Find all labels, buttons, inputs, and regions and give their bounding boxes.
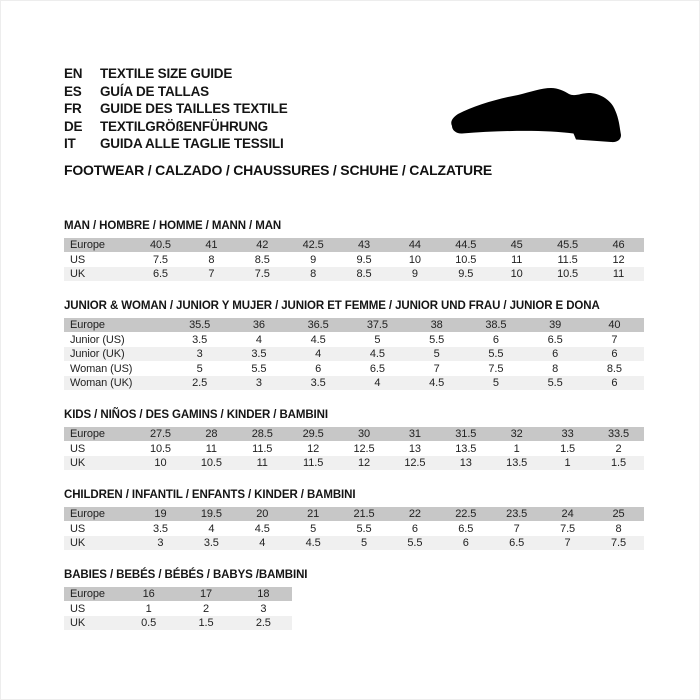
size-cell: 5 bbox=[466, 376, 525, 391]
size-table-row-us bbox=[64, 441, 644, 456]
size-cell: 9 bbox=[310, 253, 317, 266]
section-title-man: MAN / HOMBRE / HOMME / MANN / MAN bbox=[64, 219, 282, 232]
size-cell: 10.5 bbox=[542, 267, 593, 282]
size-cell: 7 bbox=[433, 362, 440, 375]
size-cell: 2 bbox=[202, 602, 209, 615]
size-table-row-woman-uk- bbox=[64, 376, 644, 391]
language-code: EN bbox=[64, 66, 83, 81]
row-label: UK bbox=[64, 616, 120, 631]
language-title: GUÍA DE TALLAS bbox=[100, 83, 209, 99]
size-cell: 11 bbox=[205, 442, 217, 455]
size-cell: 12.5 bbox=[389, 456, 440, 471]
size-cell: 9.5 bbox=[356, 253, 372, 266]
size-cell: 10 bbox=[135, 456, 186, 471]
size-cell: 7.5 bbox=[237, 267, 288, 282]
size-cell: 11.5 bbox=[252, 442, 273, 455]
language-title: TEXTILE SIZE GUIDE bbox=[100, 66, 233, 81]
size-cell: 21.5 bbox=[339, 507, 390, 522]
size-cell: 6 bbox=[585, 376, 644, 391]
size-table-kids bbox=[64, 427, 644, 471]
size-cell: 46 bbox=[593, 238, 644, 253]
size-cell: 8.5 bbox=[254, 253, 270, 266]
size-cell: 6 bbox=[492, 333, 499, 346]
row-label: Europe bbox=[64, 318, 170, 333]
size-cell: 8 bbox=[288, 267, 339, 282]
size-cell: 5 bbox=[374, 333, 381, 346]
size-cell: 7.5 bbox=[560, 522, 576, 535]
size-cell: 40.5 bbox=[135, 238, 186, 253]
size-cell: 24 bbox=[542, 507, 593, 522]
size-cell: 11.5 bbox=[288, 456, 339, 471]
section-kids bbox=[64, 409, 646, 471]
size-cell: 11.5 bbox=[557, 253, 578, 266]
size-cell: 37.5 bbox=[348, 318, 407, 333]
size-cell: 6.5 bbox=[135, 267, 186, 282]
size-cell: 4 bbox=[255, 333, 262, 346]
language-title-block bbox=[64, 65, 484, 153]
size-cell: 4.5 bbox=[348, 347, 407, 362]
size-cell: 4.5 bbox=[310, 333, 326, 346]
size-table-row-uk bbox=[64, 536, 644, 551]
section-title-junior-woman: JUNIOR & WOMAN / JUNIOR Y MUJER / JUNIOR ET FEMME / JUNIOR UND FRAU / JUNIOR E DONA bbox=[64, 299, 600, 312]
section-junior-woman bbox=[64, 300, 646, 391]
row-label: Woman (UK) bbox=[64, 376, 170, 391]
size-cell: 5 bbox=[407, 347, 466, 362]
size-table-row-junior-us- bbox=[64, 332, 644, 347]
language-title: GUIDA ALLE TAGLIE TESSILI bbox=[100, 136, 284, 151]
size-cell: 7 bbox=[611, 333, 618, 346]
size-cell: 11 bbox=[511, 253, 523, 266]
size-cell: 22 bbox=[389, 507, 440, 522]
size-cell: 9 bbox=[389, 267, 440, 282]
row-label: Europe bbox=[64, 427, 135, 442]
size-cell: 7.5 bbox=[152, 253, 168, 266]
size-cell: 4.5 bbox=[254, 522, 270, 535]
size-cell: 44.5 bbox=[440, 238, 491, 253]
size-cell: 3 bbox=[229, 376, 288, 391]
size-cell: 27.5 bbox=[135, 427, 186, 442]
language-code: DE bbox=[64, 118, 83, 134]
row-label: Junior (US) bbox=[70, 333, 125, 346]
size-cell: 28.5 bbox=[237, 427, 288, 442]
row-label: UK bbox=[64, 456, 135, 471]
size-cell: 39 bbox=[526, 318, 585, 333]
size-cell: 38 bbox=[407, 318, 466, 333]
size-cell: 6 bbox=[585, 347, 644, 362]
size-cell: 4 bbox=[348, 376, 407, 391]
size-cell: 25 bbox=[593, 507, 644, 522]
section-title-children: CHILDREN / INFANTIL / ENFANTS / KINDER / BAMBINI bbox=[64, 488, 356, 501]
size-cell: 23.5 bbox=[491, 507, 542, 522]
size-table-junior-woman bbox=[64, 318, 644, 391]
content-column bbox=[64, 65, 646, 649]
size-cell: 45 bbox=[491, 238, 542, 253]
section-children bbox=[64, 489, 646, 551]
size-cell: 11 bbox=[237, 456, 288, 471]
size-cell: 8 bbox=[615, 522, 622, 535]
section-title-kids: KIDS / NIÑOS / DES GAMINS / KINDER / BAMBINI bbox=[64, 408, 328, 421]
size-table-row-us bbox=[64, 252, 644, 267]
size-cell: 1.5 bbox=[177, 616, 234, 631]
size-cell: 6 bbox=[526, 347, 585, 362]
size-cell: 43 bbox=[339, 238, 390, 253]
row-label: US bbox=[70, 602, 86, 615]
size-table-children bbox=[64, 507, 644, 551]
size-table-row-woman-us- bbox=[64, 361, 644, 376]
size-table-row-europe bbox=[64, 238, 644, 253]
size-cell: 6.5 bbox=[369, 362, 385, 375]
row-label: Europe bbox=[64, 587, 120, 602]
language-row bbox=[64, 83, 484, 101]
size-cell: 31 bbox=[389, 427, 440, 442]
row-label: UK bbox=[64, 267, 135, 282]
size-cell: 5 bbox=[310, 522, 317, 535]
size-cell: 4 bbox=[208, 522, 215, 535]
size-cell: 10 bbox=[408, 253, 421, 266]
size-cell: 4 bbox=[289, 347, 348, 362]
size-cell: 5.5 bbox=[466, 347, 525, 362]
size-cell: 36.5 bbox=[289, 318, 348, 333]
size-cell: 19 bbox=[135, 507, 186, 522]
size-cell: 1 bbox=[542, 456, 593, 471]
size-cell: 2.5 bbox=[235, 616, 292, 631]
language-row bbox=[64, 118, 484, 136]
size-cell: 3.5 bbox=[229, 347, 288, 362]
size-cell: 3.5 bbox=[289, 376, 348, 391]
size-cell: 12 bbox=[339, 456, 390, 471]
size-cell: 12 bbox=[307, 442, 320, 455]
size-cell: 5 bbox=[339, 536, 390, 551]
size-cell: 45.5 bbox=[542, 238, 593, 253]
size-table-row-uk bbox=[64, 616, 292, 631]
size-cell: 7 bbox=[186, 267, 237, 282]
size-cell: 8.5 bbox=[606, 362, 622, 375]
size-cell: 4.5 bbox=[288, 536, 339, 551]
language-code: ES bbox=[64, 83, 82, 99]
size-cell: 12 bbox=[612, 253, 625, 266]
row-label: US bbox=[70, 442, 86, 455]
size-cell: 33 bbox=[542, 427, 593, 442]
size-cell: 40 bbox=[585, 318, 644, 333]
size-cell: 3 bbox=[260, 602, 267, 615]
language-row bbox=[64, 135, 484, 153]
size-cell: 42.5 bbox=[288, 238, 339, 253]
size-table-row-europe bbox=[64, 318, 644, 333]
size-cell: 33.5 bbox=[593, 427, 644, 442]
size-cell: 10.5 bbox=[149, 442, 171, 455]
size-cell: 1 bbox=[145, 602, 152, 615]
size-cell: 0.5 bbox=[120, 616, 177, 631]
size-table-row-us bbox=[64, 601, 292, 616]
size-cell: 5.5 bbox=[356, 522, 372, 535]
size-cell: 42 bbox=[237, 238, 288, 253]
size-cell: 6.5 bbox=[491, 536, 542, 551]
size-cell: 3 bbox=[135, 536, 186, 551]
size-cell: 5 bbox=[196, 362, 203, 375]
size-cell: 21 bbox=[288, 507, 339, 522]
size-table-row-junior-uk- bbox=[64, 347, 644, 362]
size-cell: 10.5 bbox=[455, 253, 477, 266]
size-cell: 29.5 bbox=[288, 427, 339, 442]
size-cell: 2.5 bbox=[170, 376, 229, 391]
size-cell: 38.5 bbox=[466, 318, 525, 333]
size-table-row-uk bbox=[64, 456, 644, 471]
size-cell: 6.5 bbox=[458, 522, 474, 535]
size-cell: 1.5 bbox=[560, 442, 576, 455]
row-label: Europe bbox=[64, 507, 135, 522]
size-cell: 44 bbox=[389, 238, 440, 253]
language-row bbox=[64, 100, 484, 118]
size-cell: 5.5 bbox=[251, 362, 267, 375]
size-cell: 1.5 bbox=[593, 456, 644, 471]
size-cell: 7 bbox=[542, 536, 593, 551]
size-cell: 3 bbox=[170, 347, 229, 362]
size-cell: 2 bbox=[615, 442, 622, 455]
size-cell: 13 bbox=[440, 456, 491, 471]
size-cell: 6 bbox=[411, 522, 418, 535]
size-cell: 4 bbox=[237, 536, 288, 551]
row-label: Junior (UK) bbox=[64, 347, 170, 362]
size-cell: 41 bbox=[186, 238, 237, 253]
row-label: Europe bbox=[64, 238, 135, 253]
section-babies bbox=[64, 569, 646, 631]
row-label: US bbox=[70, 522, 86, 535]
size-cell: 5.5 bbox=[429, 333, 445, 346]
size-table-babies bbox=[64, 587, 292, 631]
size-table-row-europe bbox=[64, 587, 292, 602]
size-cell: 10 bbox=[491, 267, 542, 282]
size-cell: 13.5 bbox=[455, 442, 477, 455]
language-code: FR bbox=[64, 101, 82, 116]
size-cell: 36 bbox=[229, 318, 288, 333]
size-cell: 3.5 bbox=[186, 536, 237, 551]
size-cell: 6 bbox=[440, 536, 491, 551]
row-label: Woman (US) bbox=[70, 362, 133, 375]
size-table-man bbox=[64, 238, 644, 282]
size-cell: 31.5 bbox=[440, 427, 491, 442]
section-title-babies: BABIES / BEBÉS / BÉBÉS / BABYS /BAMBINI bbox=[64, 568, 308, 581]
size-cell: 35.5 bbox=[170, 318, 229, 333]
size-cell: 8 bbox=[208, 253, 215, 266]
size-table-row-us bbox=[64, 521, 644, 536]
size-cell: 4.5 bbox=[407, 376, 466, 391]
size-table-row-europe bbox=[64, 507, 644, 522]
size-cell: 19.5 bbox=[186, 507, 237, 522]
size-cell: 8.5 bbox=[339, 267, 390, 282]
size-table-row-uk bbox=[64, 267, 644, 282]
size-cell: 9.5 bbox=[440, 267, 491, 282]
size-cell: 3.5 bbox=[152, 522, 168, 535]
size-cell: 5.5 bbox=[526, 376, 585, 391]
size-cell: 5.5 bbox=[389, 536, 440, 551]
size-cell: 11 bbox=[593, 267, 644, 282]
language-title: TEXTILGRÖßENFÜHRUNG bbox=[100, 118, 268, 134]
size-cell: 20 bbox=[237, 507, 288, 522]
size-cell: 28 bbox=[186, 427, 237, 442]
size-cell: 17 bbox=[177, 587, 234, 602]
size-cell: 7.5 bbox=[593, 536, 644, 551]
language-row bbox=[64, 65, 484, 83]
size-cell: 32 bbox=[491, 427, 542, 442]
size-cell: 12.5 bbox=[353, 442, 375, 455]
size-cell: 6.5 bbox=[547, 333, 563, 346]
language-code: IT bbox=[64, 136, 76, 151]
size-cell: 6 bbox=[315, 362, 322, 375]
size-cell: 22.5 bbox=[440, 507, 491, 522]
size-table-row-europe bbox=[64, 427, 644, 442]
size-cell: 13 bbox=[408, 442, 421, 455]
footwear-category-line: FOOTWEAR / CALZADO / CHAUSSURES / SCHUHE / CALZATURE bbox=[64, 161, 493, 178]
size-cell: 10.5 bbox=[186, 456, 237, 471]
size-cell: 1 bbox=[513, 442, 520, 455]
size-cell: 7 bbox=[513, 522, 520, 535]
size-cell: 18 bbox=[235, 587, 292, 602]
section-man bbox=[64, 220, 646, 282]
size-cell: 3.5 bbox=[192, 333, 208, 346]
size-cell: 30 bbox=[339, 427, 390, 442]
size-cell: 7.5 bbox=[488, 362, 504, 375]
row-label: UK bbox=[64, 536, 135, 551]
language-title: GUIDE DES TAILLES TEXTILE bbox=[100, 101, 288, 116]
size-cell: 8 bbox=[552, 362, 559, 375]
size-cell: 16 bbox=[120, 587, 177, 602]
size-cell: 13.5 bbox=[491, 456, 542, 471]
row-label: US bbox=[70, 253, 86, 266]
